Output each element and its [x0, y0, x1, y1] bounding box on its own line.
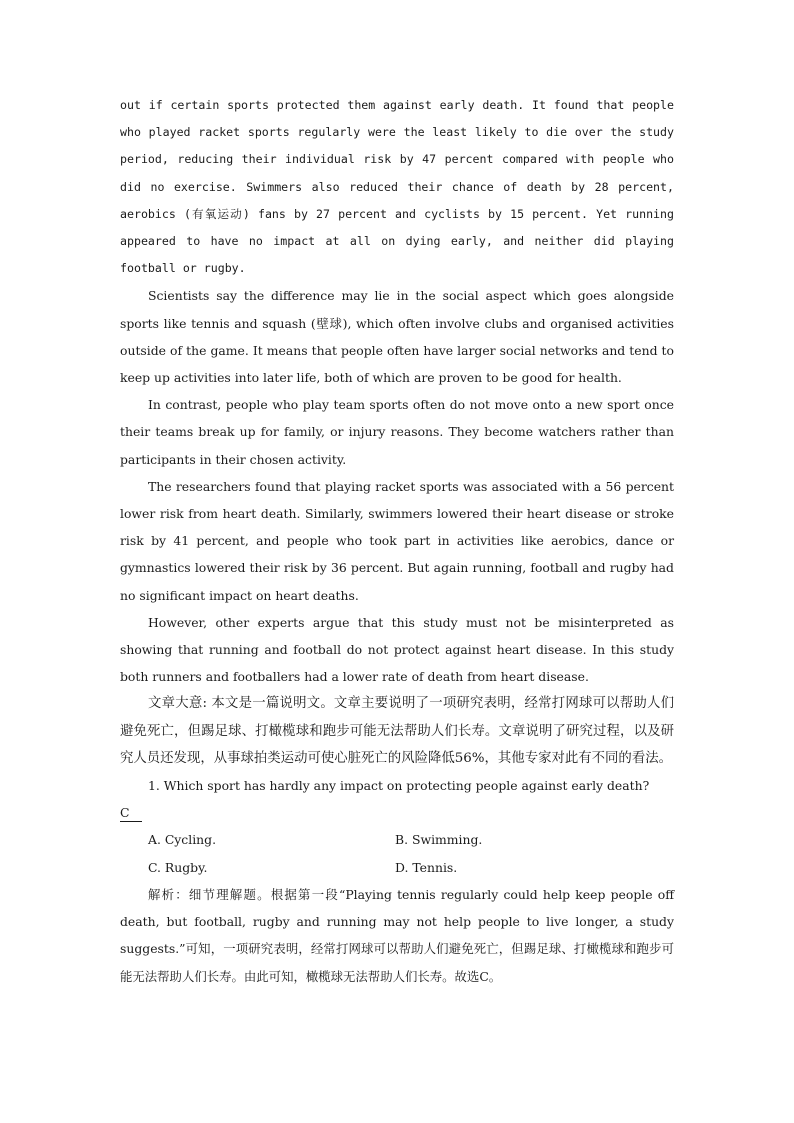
- document-page: [120, 92, 674, 990]
- option-d: D. Tennis.: [395, 859, 458, 875]
- paragraph-3: In contrast, people who play team sports often do not move onto a new sport once their teams break up for family, or injury reasons. They become watchers rather than participants in their chosen activity.: [120, 397, 674, 467]
- question-1-analysis: 解析：细节理解题。根据第一段“Playing tennis regularly could help keep people off death, but football, rugby and running may not help people to live longer, a study suggests.”可知，一项研究表明，经常打网球可以帮助人们避免死亡，但踢足球、打橄榄球和跑步可能无法帮助人们长寿。由此可知，橄榄球无法帮助人们长寿。故选C。: [120, 886, 674, 984]
- option-c: C. Rugby.: [148, 859, 208, 875]
- question-1-options: [120, 826, 674, 880]
- article-summary: 文章大意: 本文是一篇说明文。文章主要说明了一项研究表明，经常打网球可以帮助人们避免死亡，但踢足球、打橄榄球和跑步可能无法帮助人们长寿。文章说明了研究过程，以及研究人员还发现，从事球拍类运动可使心脏死亡的风险降低56%，其他专家对此有不同的看法。: [120, 696, 674, 766]
- paragraph-1: out if certain sports protected them against early death. It found that people who played racket sports regularly were the least likely to die over the study period, reducing their individual risk by 47 percent compared with people who did no exercise. Swimmers also reduced their chance of death by 28 percent, aerobics (有氧运动) fans by 27 percent and cyclists by 15 percent. Yet running appeared to have no impact at all on dying early, and neither did playing football or rugby.: [120, 98, 674, 276]
- option-b: B. Swimming.: [395, 832, 483, 848]
- option-a: A. Cycling.: [148, 832, 217, 848]
- question-1-text: 1. Which sport has hardly any impact on protecting people against early death?: [148, 778, 650, 794]
- question-1-answer: C: [120, 805, 142, 822]
- paragraph-5: However, other experts argue that this study must not be misinterpreted as showing that running and football do not protect against heart disease. In this study both runners and footballers had a lower rate of death from heart disease.: [120, 614, 674, 685]
- question-1-answer-line: [120, 799, 674, 826]
- paragraph-4: The researchers found that playing racket sports was associated with a 56 percent lower risk from heart death. Similarly, swimmers lowered their heart disease or stroke risk by 41 percent, and people who took part in activities like aerobics, dance or gymnastics lowered their risk by 36 percent. But again running, football and rugby had no significant impact on heart deaths.: [120, 478, 674, 603]
- paragraph-2: Scientists say the difference may lie in the social aspect which goes alongside sports like tennis and squash (壁球), which often involve clubs and organised activities outside of the game. It means that people often have larger social networks and tend to keep up activities into later life, both of which are proven to be good for health.: [120, 288, 674, 386]
